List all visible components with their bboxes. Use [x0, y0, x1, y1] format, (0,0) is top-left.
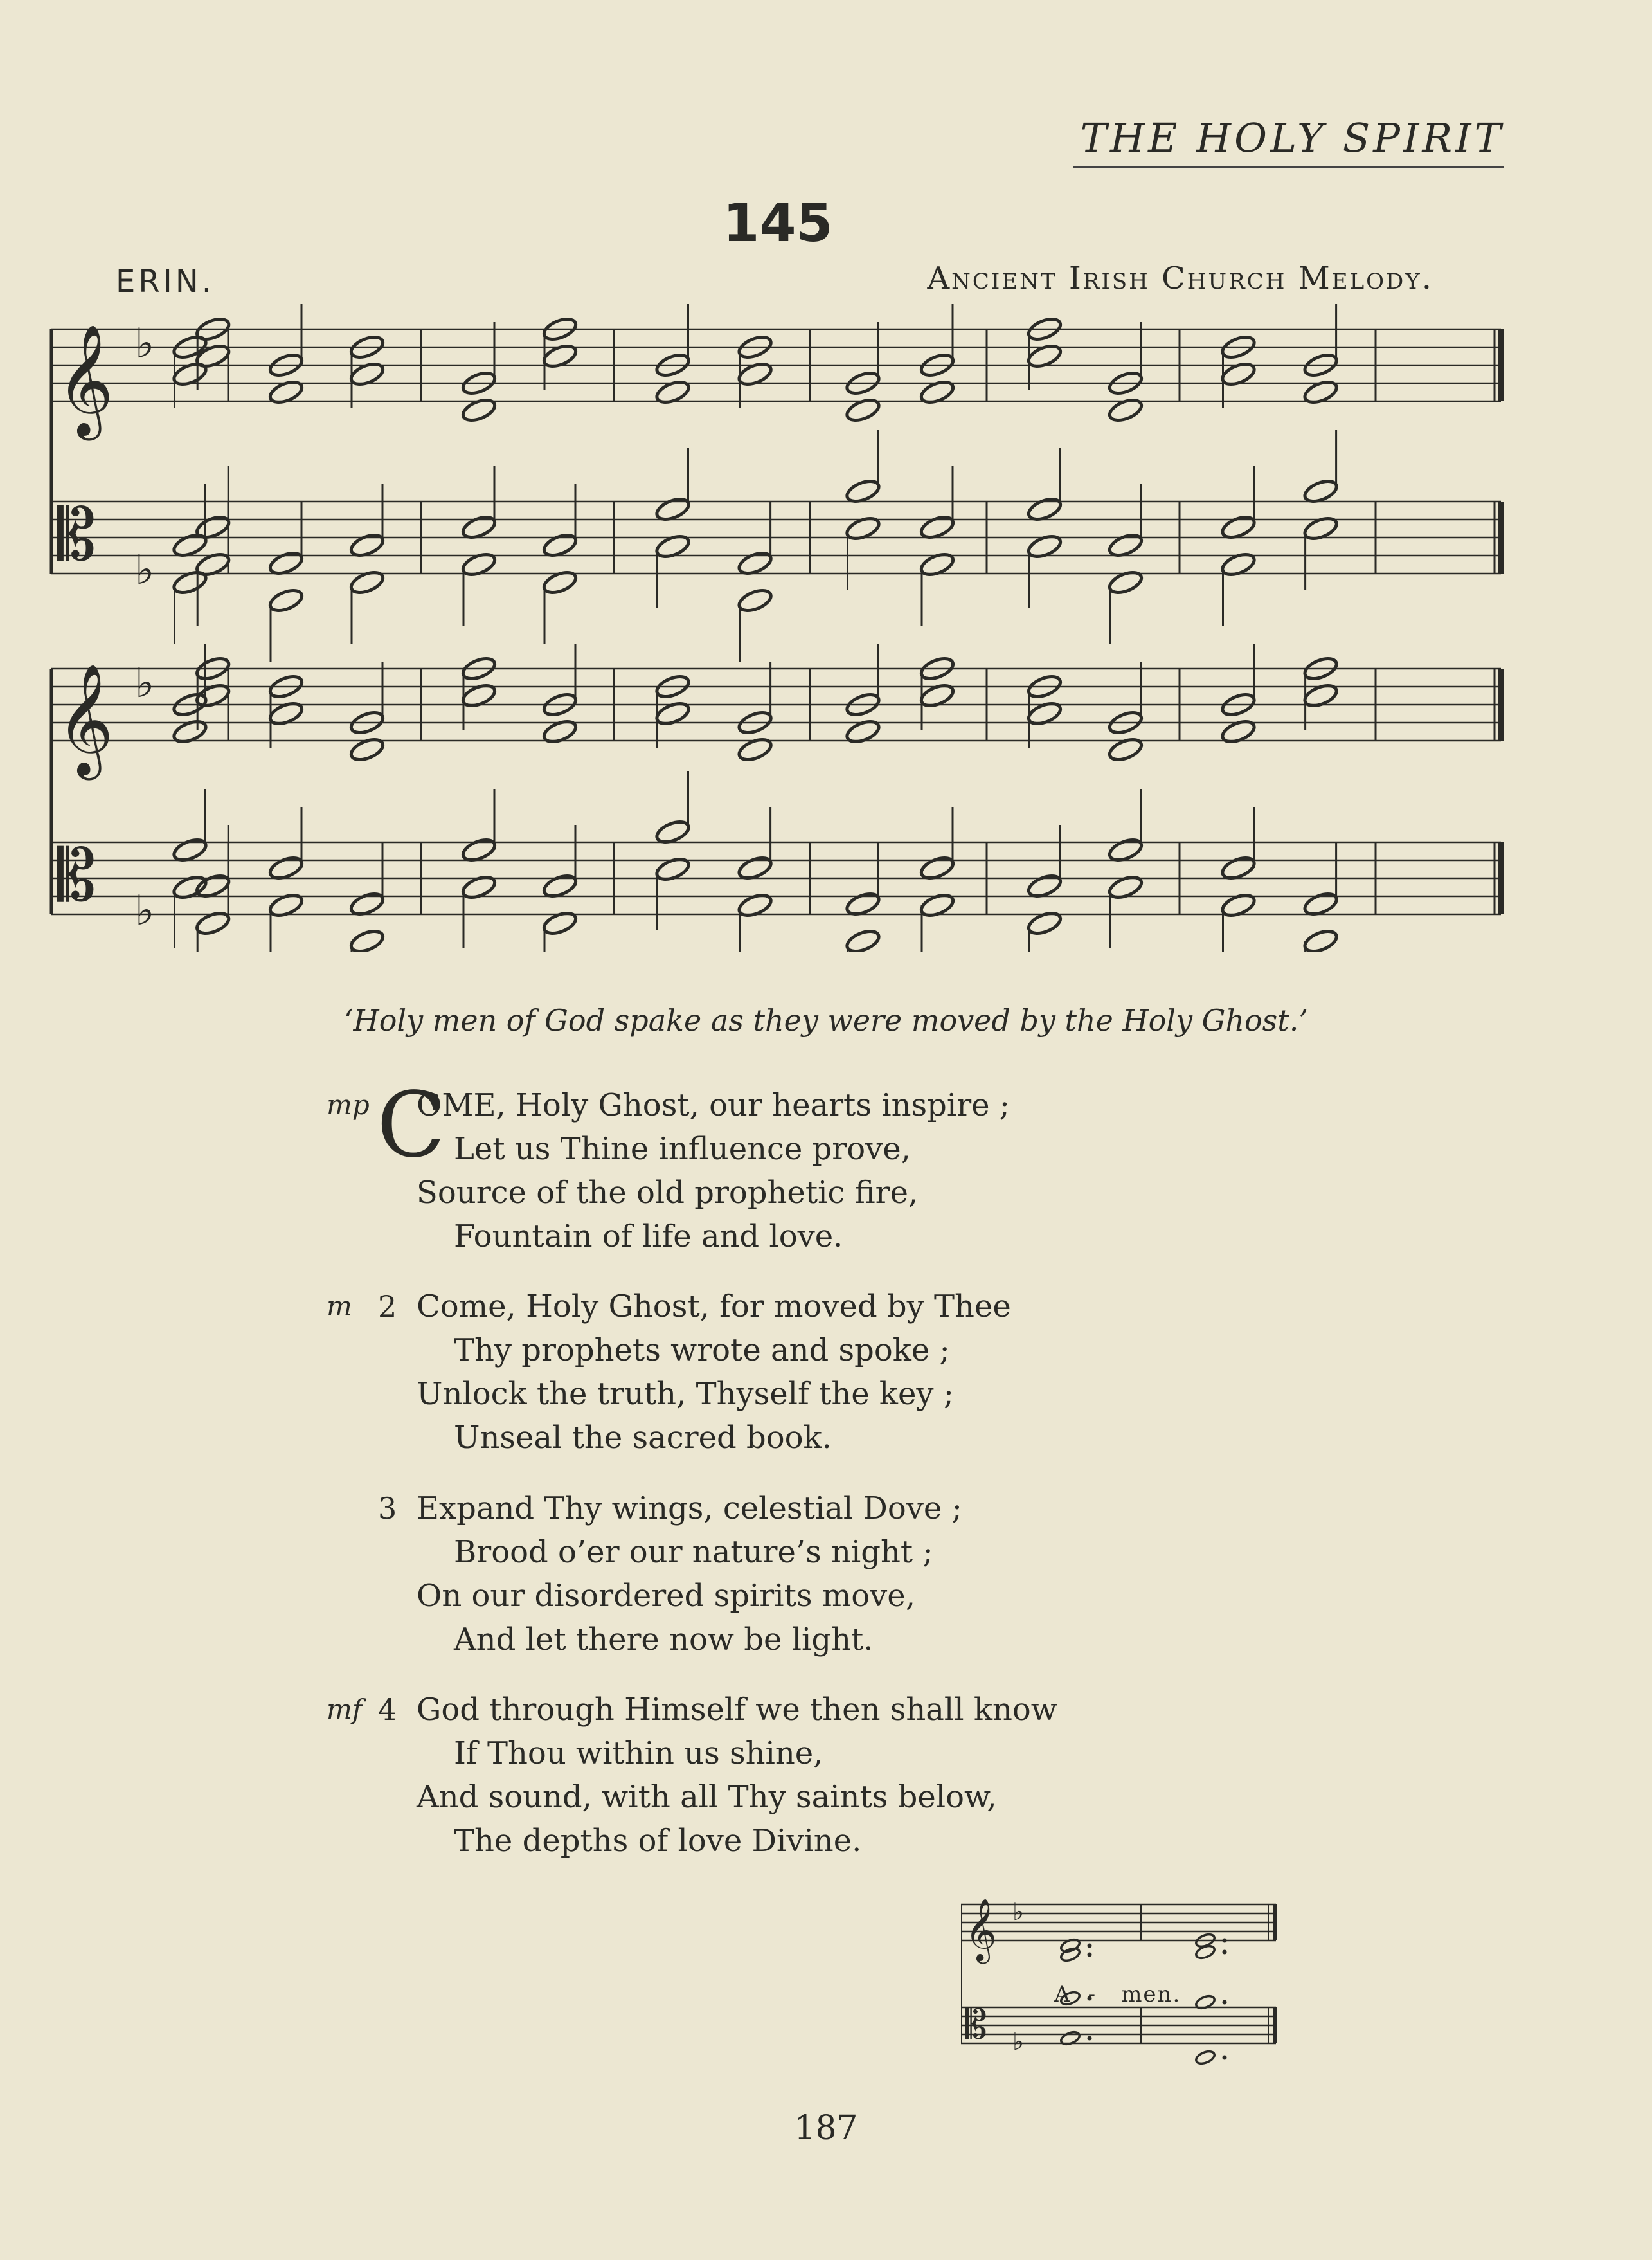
augmentation-dot: [1223, 1939, 1227, 1943]
half-note: [1220, 360, 1257, 388]
verse-line: Unlock the truth, Thyself the key ;: [417, 1376, 954, 1412]
half-note: [194, 550, 231, 579]
verse-4: [327, 1688, 1057, 1863]
verse-number: 4: [378, 1692, 397, 1727]
amen-lyrics: [1054, 1982, 1181, 2007]
half-note: [1302, 682, 1340, 710]
verse-line: Expand Thy wings, celestial Dove ;: [417, 1490, 962, 1526]
half-note: [919, 682, 956, 710]
half-note: [919, 378, 956, 406]
half-note: [1026, 700, 1063, 728]
half-note: [845, 514, 882, 543]
half-note: [1107, 873, 1144, 901]
half-note: [194, 342, 231, 370]
dynamic-marking: mf: [327, 1694, 363, 1725]
amen-hyphen: -: [1088, 1982, 1097, 2007]
half-note: [348, 736, 386, 764]
half-note: [1107, 736, 1144, 764]
verse-line: And let there now be light.: [454, 1622, 874, 1658]
dynamic-marking: mp: [327, 1089, 370, 1121]
half-note: [1220, 550, 1257, 579]
half-note: [654, 378, 692, 406]
flat-glyph: ♭: [1012, 2027, 1024, 2056]
running-title: THE HOLY SPIRIT: [1080, 114, 1504, 161]
flat-glyph: ♭: [1012, 1897, 1024, 1926]
half-note: [460, 682, 498, 710]
dynamic-marking: m: [327, 1290, 352, 1322]
verse-line: Let us Thine influence prove,: [454, 1131, 911, 1167]
half-note: [737, 736, 774, 764]
half-note: [1302, 927, 1340, 952]
verse-line: Brood o’er our nature’s night ;: [454, 1534, 933, 1570]
score-systems: [51, 304, 1501, 952]
half-note: [541, 909, 579, 937]
verse-line: And sound, with all Thy saints below,: [417, 1779, 997, 1815]
treble-clef-glyph: 𝄞: [57, 324, 114, 436]
half-note: [267, 586, 305, 615]
half-note: [541, 342, 579, 370]
flat-glyph: ♭: [135, 547, 155, 594]
half-note: [1026, 532, 1063, 561]
verse-line: The depths of love Divine.: [454, 1823, 862, 1859]
half-note: [460, 873, 498, 901]
flat-glyph: ♭: [135, 887, 155, 935]
half-note: [845, 718, 882, 746]
flat-glyph: ♭: [135, 320, 155, 368]
half-note: [737, 360, 774, 388]
half-note: [348, 927, 386, 952]
verse-line: If Thou within us shine,: [454, 1735, 823, 1771]
verse-line: Thy prophets wrote and spoke ;: [454, 1332, 950, 1368]
verse-line: Unseal the sacred book.: [454, 1420, 832, 1456]
half-note: [919, 550, 956, 579]
augmentation-dot: [1223, 2000, 1227, 2005]
verse-line: God through Himself we then shall know: [417, 1692, 1057, 1728]
treble-clef-glyph: 𝄞: [965, 1898, 997, 1961]
half-note: [845, 396, 882, 424]
half-note: [654, 855, 692, 883]
music-score: [0, 0, 1652, 952]
verse-3: [378, 1487, 962, 1661]
half-note: [460, 550, 498, 579]
half-note: [1220, 718, 1257, 746]
half-note: [737, 891, 774, 919]
verse-number: 2: [378, 1289, 397, 1324]
half-note: [348, 360, 386, 388]
half-note: [737, 586, 774, 615]
drop-cap: C: [377, 1073, 446, 1178]
half-note: [267, 700, 305, 728]
augmentation-dot: [1088, 1953, 1092, 1957]
half-note: [1107, 396, 1144, 424]
half-note: [1107, 568, 1144, 597]
verse-2: [327, 1285, 1011, 1460]
half-note: [172, 718, 209, 746]
treble-clef-glyph: 𝄞: [57, 664, 114, 775]
whole-note: [1059, 1946, 1081, 1963]
epigraph: ‘Holy men of God spake as they were moved by the Holy Ghost.’: [343, 1003, 1309, 1038]
verse-line: OME, Holy Ghost, our hearts inspire ;: [417, 1087, 1010, 1123]
amen-syllable-2: men.: [1121, 1982, 1181, 2007]
half-note: [541, 568, 579, 597]
flat-glyph: ♭: [135, 660, 155, 707]
half-note: [919, 891, 956, 919]
verse-line: On our disordered spirits move,: [417, 1578, 915, 1614]
half-note: [654, 532, 692, 561]
verse-number: 3: [378, 1491, 397, 1526]
verse-line: Come, Holy Ghost, for moved by Thee: [417, 1288, 1011, 1324]
half-note: [267, 378, 305, 406]
amen-syllable-1: A: [1054, 1982, 1072, 2007]
half-note: [845, 927, 882, 952]
half-note: [460, 396, 498, 424]
half-note: [1026, 342, 1063, 370]
tune-source: Ancient Irish Church Melody.: [927, 260, 1433, 296]
half-note: [1026, 909, 1063, 937]
tune-name: ERIN.: [116, 264, 215, 300]
c-clef-glyph: 𝄡: [57, 835, 96, 917]
half-note: [1302, 378, 1340, 406]
half-note: [541, 718, 579, 746]
verse-line: Source of the old prophetic fire,: [417, 1175, 919, 1211]
verse-line: Fountain of life and love.: [454, 1218, 843, 1254]
hymn-number: 145: [723, 193, 833, 254]
augmentation-dot: [1088, 1944, 1092, 1948]
half-note: [654, 700, 692, 728]
c-clef-glyph: 𝄡: [57, 494, 96, 576]
half-note: [267, 891, 305, 919]
half-note: [194, 909, 231, 937]
augmentation-dot: [1223, 2056, 1227, 2060]
c-clef-glyph: 𝄡: [965, 2001, 987, 2048]
augmentation-dot: [1223, 1950, 1227, 1955]
augmentation-dot: [1088, 2036, 1092, 2041]
page-number: 187: [794, 2109, 858, 2147]
half-note: [1220, 891, 1257, 919]
whole-note: [1194, 2049, 1216, 2066]
half-note: [348, 568, 386, 597]
verse-1: [327, 1073, 1010, 1258]
half-note: [1302, 514, 1340, 543]
half-note: [194, 682, 231, 710]
